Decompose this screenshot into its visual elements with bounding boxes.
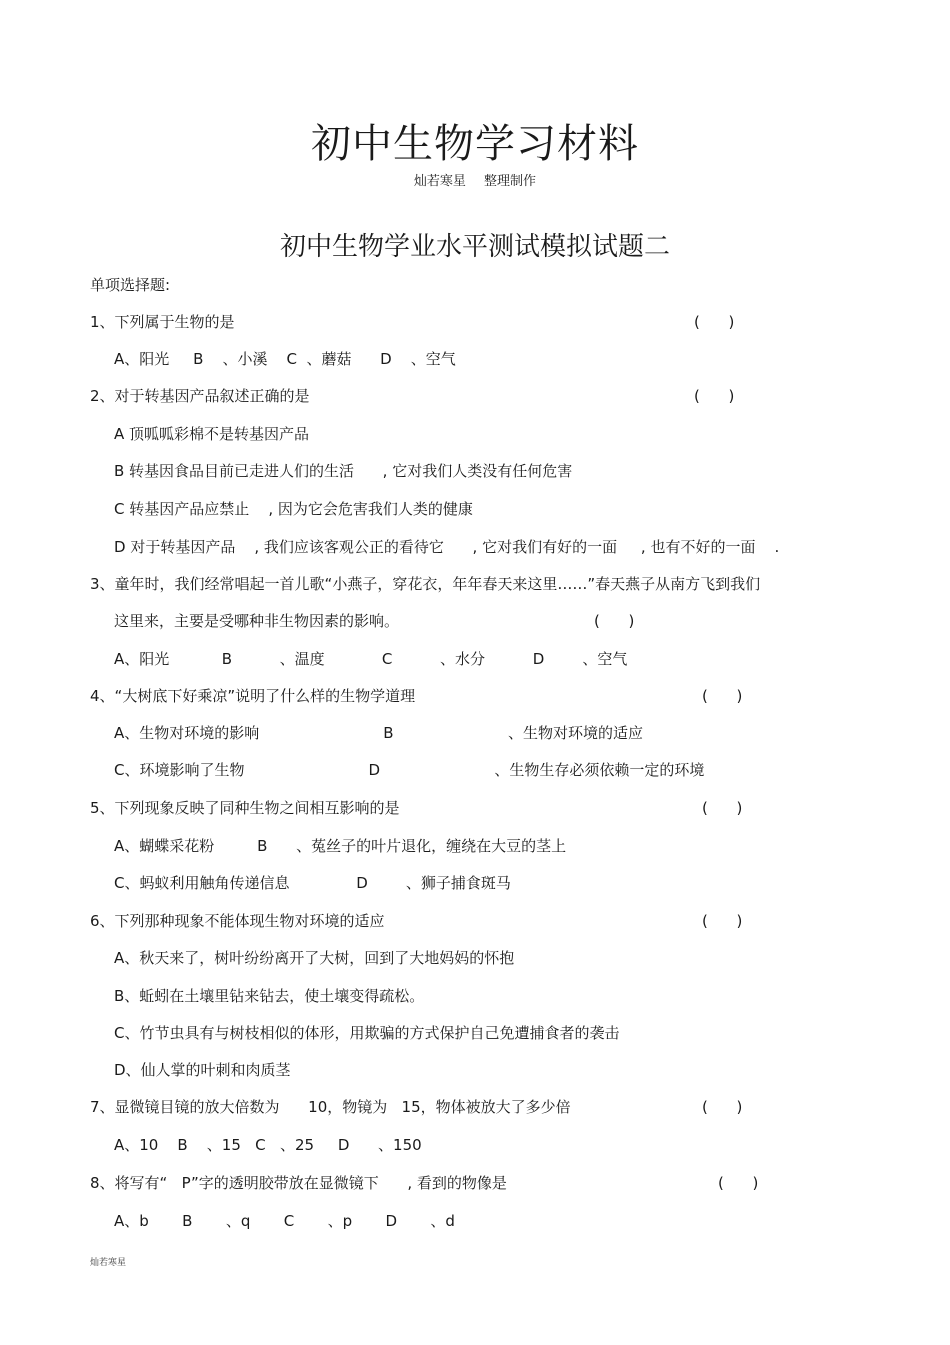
- answer-paren: ( ): [702, 799, 743, 817]
- option-line: A、10 B 、15 C 、25 D 、150: [114, 1136, 422, 1154]
- answer-paren: ( ): [702, 1098, 743, 1116]
- option-line: C、蚂蚁利用触角传递信息 D 、狮子捕食斑马: [114, 874, 511, 892]
- option-line: A、b B 、q C 、p D 、d: [114, 1212, 455, 1230]
- option-line: B、蚯蚓在土壤里钻来钻去，使土壤变得疏松。: [114, 987, 425, 1005]
- option-line: A、生物对环境的影响 B 、生物对环境的适应: [114, 724, 643, 742]
- exam-title: 初中生物学业水平测试模拟试题二: [279, 232, 670, 262]
- question-stem: 4、“大树底下好乘凉”说明了什么样的生物学道理: [90, 687, 416, 705]
- option-line: C 转基因产品应禁止 , 因为它会危害我们人类的健康: [114, 500, 473, 518]
- question-stem-continued: 这里来，主要是受哪种非生物因素的影响。: [114, 612, 400, 630]
- question-stem: 6、下列那种现象不能体现生物对环境的适应: [90, 912, 385, 930]
- question-stem: 5、下列现象反映了同种生物之间相互影响的是: [90, 799, 400, 817]
- footer-text: 灿若寒星: [90, 1258, 127, 1268]
- option-line: A、阳光 B 、温度 C 、水分 D 、空气: [114, 650, 628, 668]
- answer-paren: ( ): [694, 313, 735, 331]
- option-line: D 对于转基因产品 , 我们应该客观公正的看待它 , 它对我们有好的一面 , 也有不好的一面 .: [114, 538, 780, 556]
- question-stem: 2、对于转基因产品叙述正确的是: [90, 387, 310, 405]
- answer-paren: ( ): [702, 687, 743, 705]
- answer-paren: ( ): [694, 387, 735, 405]
- answer-paren: ( ): [594, 612, 635, 630]
- option-line: D、仙人掌的叶刺和肉质茎: [114, 1061, 291, 1079]
- question-stem: 8、将写有“ P”字的透明胶带放在显微镜下 , 看到的物像是: [90, 1174, 507, 1192]
- question-stem: 3、童年时，我们经常唱起一首儿歌“小燕子，穿花衣，年年春天来这里……”春天燕子从南方飞到我们: [90, 575, 761, 593]
- section-label: 单项选择题:: [90, 276, 171, 294]
- option-line: B 转基因食品目前已走进人们的生活 , 它对我们人类没有任何危害: [114, 462, 573, 480]
- option-line: A、蝴蝶采花粉 B 、菟丝子的叶片退化，缠绕在大豆的茎上: [114, 837, 567, 855]
- question-stem: 1、下列属于生物的是: [90, 313, 235, 331]
- option-line: C、竹节虫具有与树枝相似的体形，用欺骗的方式保护自己免遭捕食者的袭击: [114, 1024, 620, 1042]
- option-line: A、秋天来了，树叶纷纷离开了大树，回到了大地妈妈的怀抱: [114, 949, 515, 967]
- answer-paren: ( ): [718, 1174, 759, 1192]
- page-subtitle: 灿若寒星 整理制作: [413, 174, 537, 189]
- option-line: C、环境影响了生物 D 、生物生存必须依赖一定的环境: [114, 761, 705, 779]
- option-line: A、阳光 B 、小溪 C 、蘑菇 D 、空气: [114, 350, 456, 368]
- page-title: 初中生物学习材料: [311, 121, 639, 167]
- answer-paren: ( ): [702, 912, 743, 930]
- question-stem: 7、显微镜目镜的放大倍数为 10，物镜为 15，物体被放大了多少倍: [90, 1098, 571, 1116]
- option-line: A 顶呱呱彩棉不是转基因产品: [114, 425, 310, 443]
